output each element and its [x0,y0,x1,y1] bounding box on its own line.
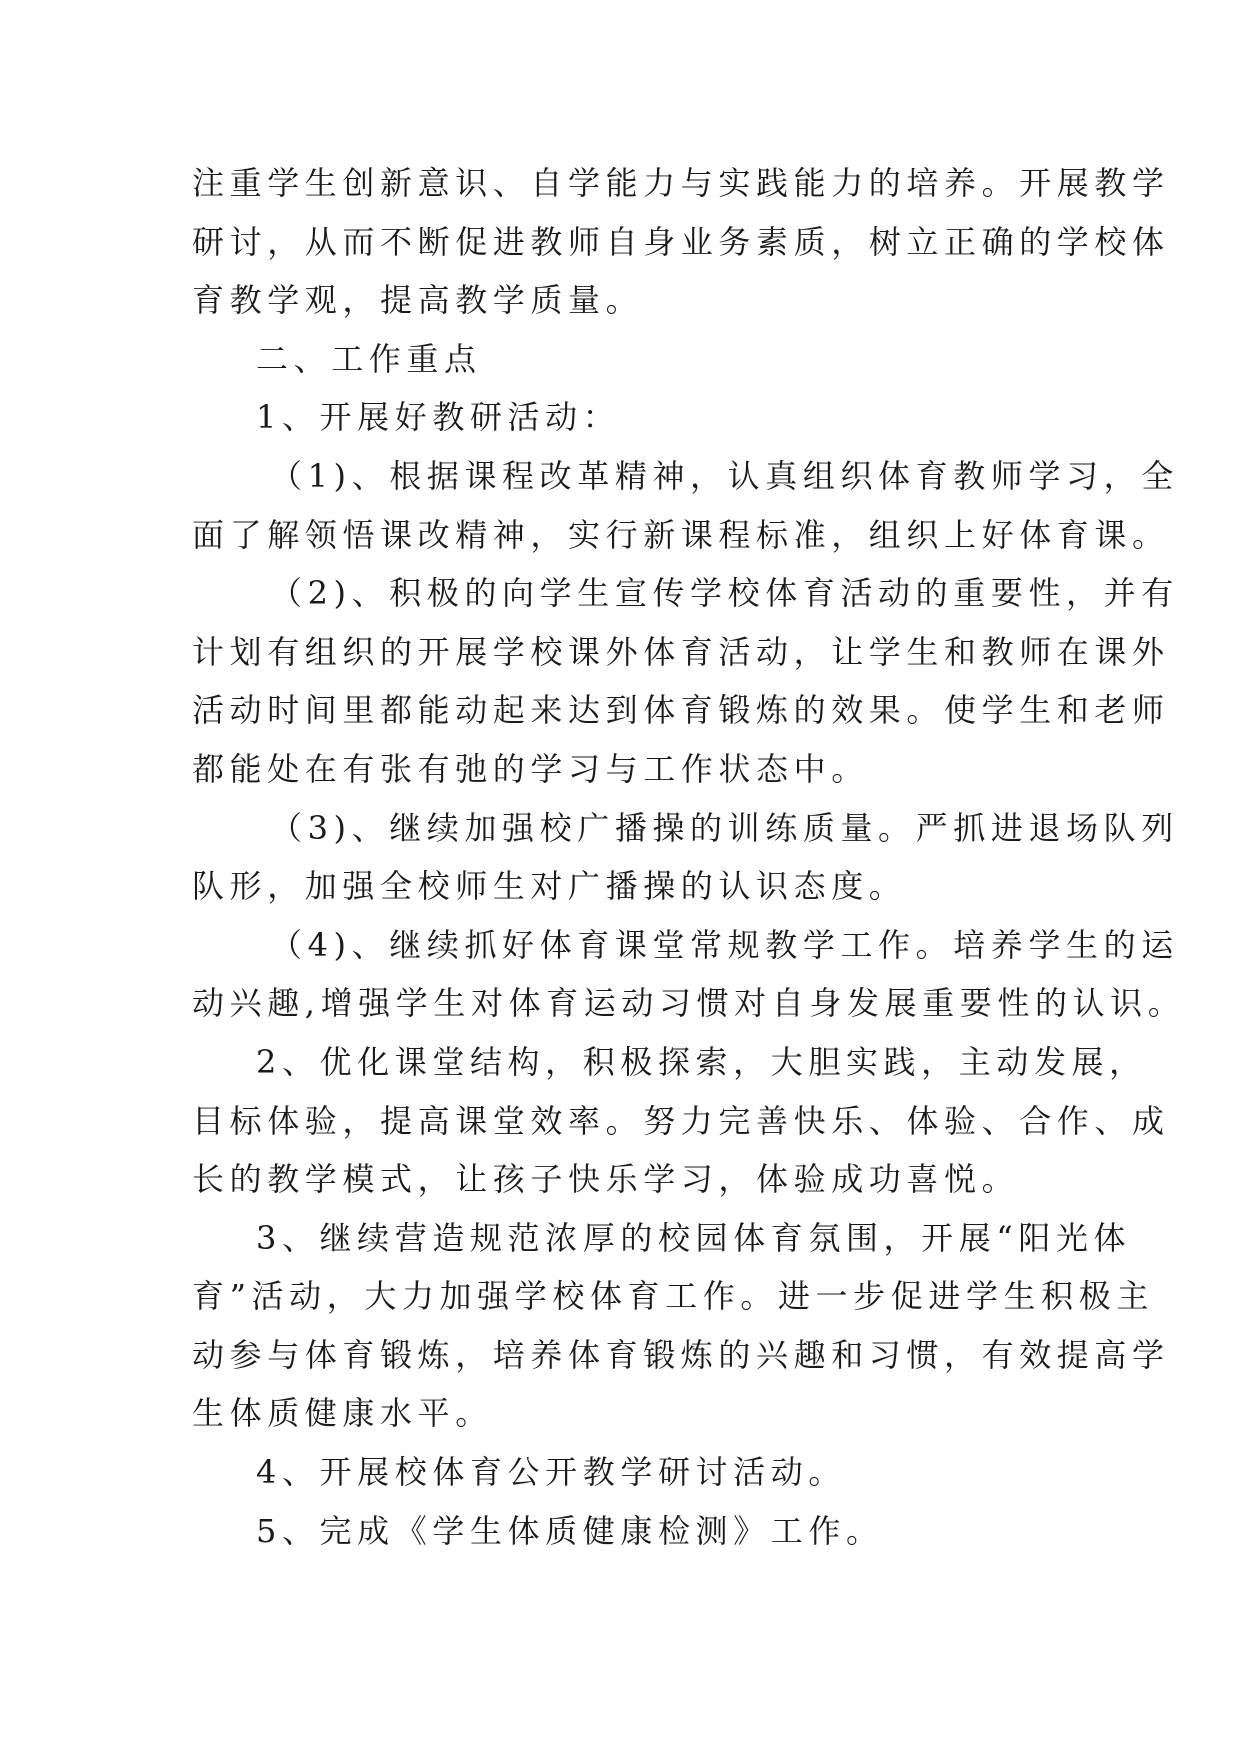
paragraph-line: 都能处在有张有弛的学习与工作状态中。 [192,749,869,788]
paragraph-line: 4、开展校体育公开教学研讨活动。 [256,1453,846,1492]
paragraph-line: 研讨，从而不断促进教师自身业务素质，树立正确的学校体 [192,222,1170,261]
paragraph-line: 长的教学模式，让孩子快乐学习，体验成功喜悦。 [192,1160,1020,1199]
paragraph-line: 3、继续营造规范浓厚的校园体育氛围，开展“阳光体 [256,1218,1132,1257]
paragraph-line: 面了解领悟课改精神，实行新课程标准，组织上好体育课。 [192,515,1170,554]
paragraph-line: 活动时间里都能动起来达到体育锻炼的效果。使学生和老师 [192,691,1170,730]
paragraph-line: 生体质健康水平。 [192,1394,493,1433]
paragraph-line: 队形，加强全校师生对广播操的认识态度。 [192,867,907,906]
paragraph-line: 育”活动，大力加强学校体育工作。进一步促进学生积极主 [192,1277,1154,1316]
paragraph-line: 2、优化课堂结构，积极探索，大胆实践，主动发展， [256,1042,1147,1081]
paragraph-line: （3)、继续加强校广播操的训练质量。严抓进退场队列 [270,808,1179,847]
paragraph-line: 计划有组织的开展学校课外体育活动，让学生和教师在课外 [192,632,1170,671]
paragraph-line: 5、完成《学生体质健康检测》工作。 [256,1511,884,1550]
paragraph-line: 动参与体育锻炼，培养体育锻炼的兴趣和习惯，有效提高学 [192,1335,1170,1374]
paragraph-line: （1)、根据课程改革精神，认真组织体育教师学习，全 [270,456,1179,495]
document-body [192,154,1186,1560]
paragraph-line: 注重学生创新意识、自学能力与实践能力的培养。开展教学 [192,164,1170,202]
paragraph-line: （2)、积极的向学生宣传学校体育活动的重要性，并有 [270,574,1179,613]
paragraph-line: 育教学观，提高教学质量。 [192,281,644,320]
paragraph-line: 目标体验，提高课堂效率。努力完善快乐、体验、合作、成 [192,1101,1170,1140]
section-heading: 二、工作重点 [256,339,482,378]
item-heading: 1、开展好教研活动： [256,398,621,437]
paragraph-line: 动兴趣,增强学生对体育运动习惯对自身发展重要性的认识。 [192,984,1186,1023]
paragraph-line: （4)、继续抓好体育课堂常规教学工作。培养学生的运 [270,925,1179,964]
